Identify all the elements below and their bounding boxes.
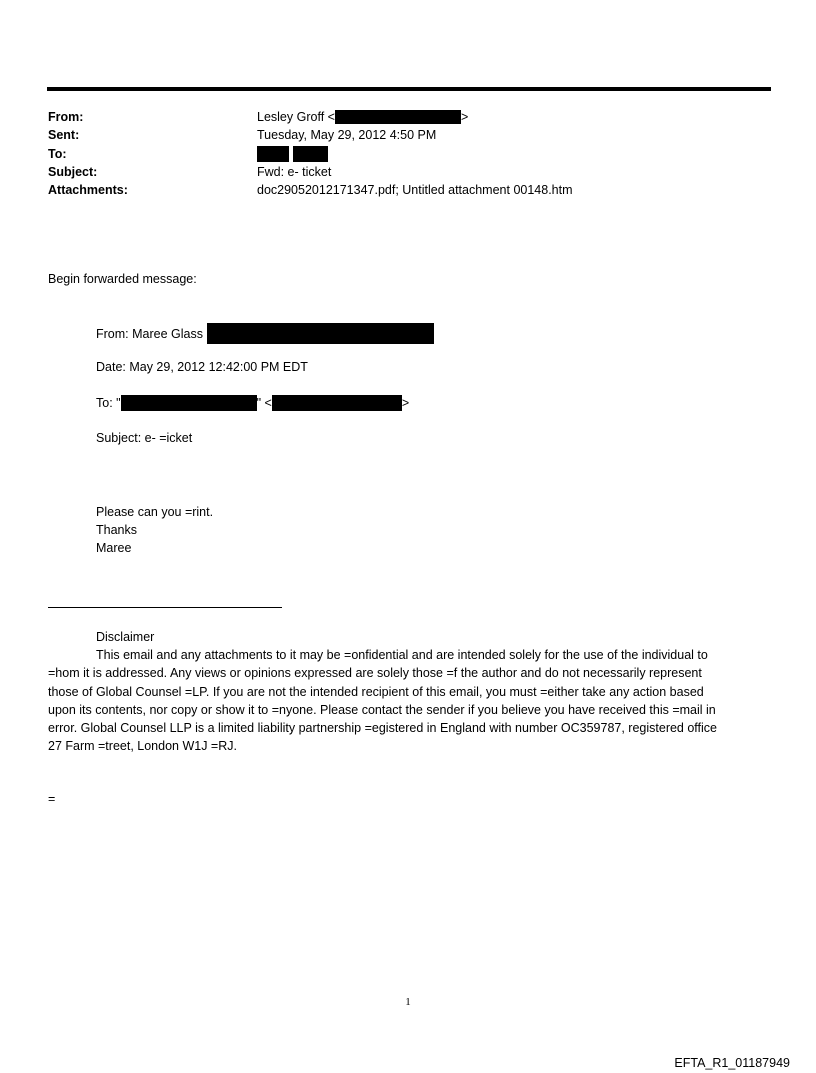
header-from-row: [48, 108, 573, 126]
forward-intro: Begin forwarded message:: [48, 272, 197, 286]
disclaimer-rule: [48, 607, 282, 608]
redaction-block: [257, 146, 289, 162]
message-line: Maree: [96, 541, 132, 555]
document-id: EFTA_R1_01187949: [674, 1056, 790, 1070]
disclaimer-line: =hom it is addressed. Any views or opinions expressed are solely those =f the author and do not necessarily represent: [48, 666, 702, 681]
message-line: Please can you =rint.: [96, 505, 214, 519]
to-label: To:: [48, 146, 67, 161]
disclaimer: [48, 628, 772, 755]
redaction-block: [293, 146, 328, 162]
from-name: Lesley Groff <: [257, 110, 335, 124]
disclaimer-line: 27 Farm =treet, London W1J =RJ.: [48, 739, 237, 754]
fwd-subject-line: Subject: e- =icket: [96, 431, 193, 445]
header-subject-row: [48, 163, 573, 181]
fwd-to-mid: " <: [256, 396, 272, 410]
fwd-to-line: [96, 395, 409, 411]
top-rule: [47, 87, 771, 91]
redaction-block: [207, 323, 434, 344]
fwd-to-prefix: To: ": [96, 396, 121, 410]
attachments-label: Attachments:: [48, 183, 128, 198]
redaction-block: [272, 395, 402, 411]
disclaimer-line: This email and any attachments to it may be =onfidential and are intended solely for the use of the individual to: [96, 648, 708, 663]
sent-label: Sent:: [48, 128, 80, 143]
redaction-block: [335, 110, 461, 124]
disclaimer-title: Disclaimer: [96, 630, 155, 644]
sent-value: Tuesday, May 29, 2012 4:50 PM: [257, 128, 437, 143]
page-number: 1: [405, 996, 411, 1008]
fwd-from-line: [96, 323, 434, 344]
fwd-to-close: >: [401, 396, 410, 410]
fwd-date-line: Date: May 29, 2012 12:42:00 PM EDT: [96, 360, 308, 374]
from-close: >: [460, 110, 469, 124]
subject-value: Fwd: e- ticket: [257, 164, 332, 179]
header-sent-row: [48, 126, 573, 144]
from-label: From:: [48, 110, 84, 124]
disclaimer-line: upon its contents, nor copy or show it to =nyone. Please contact the sender if you believe you have received this =mail in: [48, 702, 716, 717]
header-attachments-row: [48, 181, 573, 199]
disclaimer-line: error. Global Counsel LLP is a limited liability partnership =egistered in England with number OC359787, registered office: [48, 721, 718, 736]
disclaimer-line: those of Global Counsel =LP. If you are not the intended recipient of this email, you must =either take any action based: [48, 684, 704, 699]
subject-label: Subject:: [48, 164, 98, 179]
fwd-from: From: Maree Glass: [96, 326, 203, 341]
trailing-equals: =: [48, 792, 56, 806]
message-line: Thanks: [96, 523, 137, 537]
header-to-row: [48, 145, 573, 163]
attachments-value: doc29052012171347.pdf; Untitled attachment 00148.htm: [257, 183, 573, 198]
redaction-block: [121, 395, 257, 411]
email-header: [48, 108, 573, 199]
